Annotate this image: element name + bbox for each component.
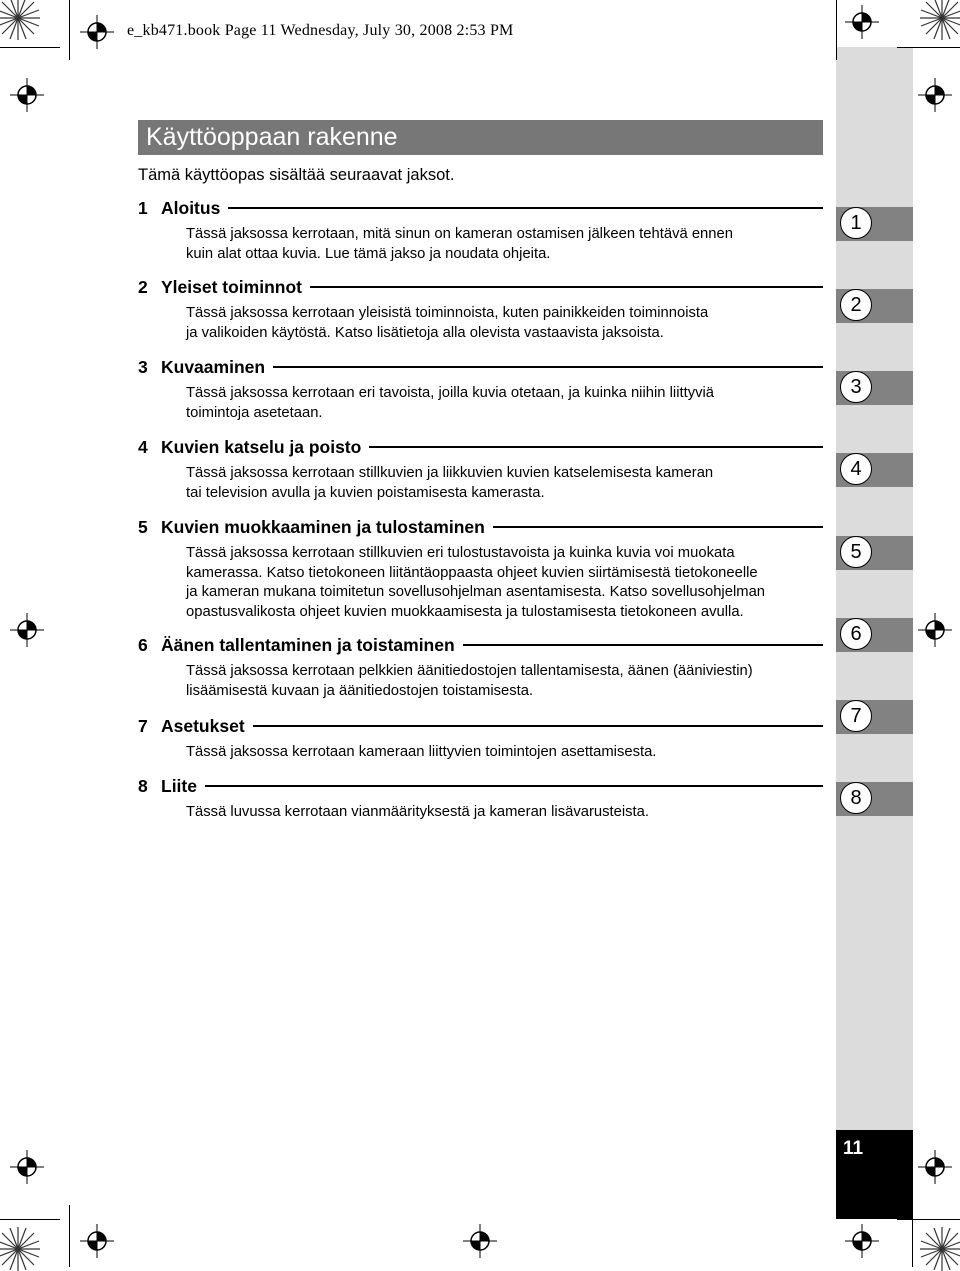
section-rule [310, 286, 823, 288]
page-number: 11 [843, 1138, 864, 1159]
section-number: 4 [138, 436, 148, 457]
section-rule [369, 446, 823, 448]
crop-mark [0, 47, 60, 48]
tab-number: 5 [840, 536, 872, 568]
chapter-tab-2[interactable] [836, 289, 913, 323]
body-line: Tässä jaksossa kerrotaan pelkkien äänitiedostojen tallentamisesta, äänen (ääniviestin) [186, 663, 753, 679]
crop-mark [897, 47, 960, 48]
registration-mark-icon [845, 5, 879, 39]
starburst-target-icon [920, 1227, 960, 1271]
section-title: Liite [161, 775, 197, 796]
body-line: Tässä jaksossa kerrotaan stillkuvien ja liikkuvien kuvien katselemisesta kameran [186, 465, 714, 481]
tab-number: 1 [840, 207, 872, 239]
section-rule [205, 785, 823, 787]
section-number: 2 [138, 276, 148, 297]
section-title: Asetukset [161, 715, 245, 736]
registration-mark-icon [10, 613, 44, 647]
starburst-target-icon [0, 0, 40, 40]
section-description [186, 803, 826, 823]
registration-mark-icon [918, 613, 952, 647]
chapter-tab-1[interactable] [836, 207, 913, 241]
crop-mark [69, 1205, 70, 1267]
body-line: Tässä jaksossa kerrotaan yleisistä toiminnoista, kuten painikkeiden toiminnoista [186, 305, 709, 321]
chapter-tab-4[interactable] [836, 453, 913, 487]
starburst-target-icon [920, 0, 960, 40]
registration-mark-icon [10, 78, 44, 112]
tab-number: 8 [840, 782, 872, 814]
section-number: 1 [138, 197, 148, 218]
body-line: Tässä luvussa kerrotaan vianmäärityksestä ja kameran lisävarusteista. [186, 804, 650, 820]
section-title: Aloitus [161, 197, 221, 218]
registration-mark-icon [463, 1224, 497, 1258]
section-aanen-tallentaminen [138, 633, 823, 701]
crop-mark [912, 1205, 913, 1267]
tab-number: 7 [840, 700, 872, 732]
body-line: ja kameran mukana toimitetun sovellusohjelman asentamisesta. Katso sovellusohjelman [186, 584, 766, 600]
section-yleiset-toiminnot [138, 275, 823, 343]
section-rule [228, 207, 823, 209]
section-description [186, 743, 826, 763]
registration-mark-icon [10, 1150, 44, 1184]
section-kuvien-katselu [138, 435, 823, 503]
body-line: toimintoja asetetaan. [186, 404, 323, 421]
tab-number: 4 [840, 453, 872, 485]
section-description [186, 304, 826, 343]
section-title: Kuvaaminen [161, 356, 266, 377]
crop-mark [69, 0, 70, 60]
registration-mark-icon [918, 1150, 952, 1184]
section-aloitus [138, 196, 823, 264]
body-line: ja valikoiden käytöstä. Katso lisätietoja alla olevista vastaavista jaksoista. [186, 324, 664, 341]
section-title: Kuvien katselu ja poisto [161, 436, 362, 457]
chapter-tab-8[interactable] [836, 782, 913, 816]
intro-text: Tämä käyttöopas sisältää seuraavat jaksot. [138, 166, 455, 184]
chapter-tab-6[interactable] [836, 618, 913, 652]
body-line: kamerassa. Katso tietokoneen liitäntäoppaasta ohjeet kuvien siirtämisestä tietokoneelle [186, 564, 758, 581]
crop-mark [897, 1219, 960, 1220]
chapter-tab-5[interactable] [836, 536, 913, 570]
crop-mark [836, 0, 837, 60]
section-kuvien-muokkaaminen [138, 515, 823, 622]
body-line: Tässä jaksossa kerrotaan, mitä sinun on kameran ostamisen jälkeen tehtävä ennen [186, 226, 733, 242]
file-info-header: e_kb471.book Page 11 Wednesday, July 30, 2008 2:53 PM [127, 22, 514, 39]
chapter-tab-7[interactable] [836, 700, 913, 734]
section-title: Kuvien muokkaaminen ja tulostaminen [161, 516, 485, 537]
body-line: opastusvalikosta ohjeet kuvien muokkaamisesta ja tulostamisesta tietokoneen avulla. [186, 603, 744, 620]
section-rule [273, 366, 823, 368]
body-line: lisäämisestä kuvaan ja äänitiedostojen toistamisesta. [186, 682, 534, 699]
starburst-target-icon [0, 1227, 40, 1271]
section-number: 8 [138, 775, 148, 796]
body-line: Tässä jaksossa kerrotaan kameraan liittyvien toimintojen asettamisesta. [186, 744, 657, 760]
section-asetukset [138, 714, 823, 763]
registration-mark-icon [918, 78, 952, 112]
section-description [186, 544, 826, 622]
section-description [186, 384, 826, 423]
crop-mark [0, 1219, 60, 1220]
section-number: 6 [138, 634, 148, 655]
section-number: 7 [138, 715, 148, 736]
tab-number: 2 [840, 289, 872, 321]
section-description [186, 464, 826, 503]
section-liite [138, 774, 823, 823]
registration-mark-icon [80, 15, 114, 49]
chapter-tab-3[interactable] [836, 371, 913, 405]
section-description [186, 662, 826, 701]
body-line: tai television avulla ja kuvien poistamisesta kamerasta. [186, 484, 545, 501]
body-line: Tässä jaksossa kerrotaan stillkuvien eri tulostustavoista ja kuinka kuvia voi muokata [186, 545, 735, 561]
tab-number: 3 [840, 371, 872, 403]
section-number: 3 [138, 356, 148, 377]
section-rule [463, 644, 823, 646]
section-title: Äänen tallentaminen ja toistaminen [161, 634, 455, 655]
registration-mark-icon [845, 1224, 879, 1258]
body-line: kuin alat ottaa kuvia. Lue tämä jakso ja noudata ohjeita. [186, 245, 551, 262]
section-rule [253, 725, 823, 727]
section-kuvaaminen [138, 355, 823, 423]
section-title: Yleiset toiminnot [161, 276, 302, 297]
body-line: Tässä jaksossa kerrotaan eri tavoista, joilla kuvia otetaan, ja kuinka niihin liittyviä [186, 385, 715, 401]
tab-number: 6 [840, 618, 872, 650]
registration-mark-icon [80, 1224, 114, 1258]
section-description [186, 225, 826, 264]
section-number: 5 [138, 516, 148, 537]
section-rule [493, 526, 823, 528]
page-title: Käyttöoppaan rakenne [138, 120, 823, 155]
